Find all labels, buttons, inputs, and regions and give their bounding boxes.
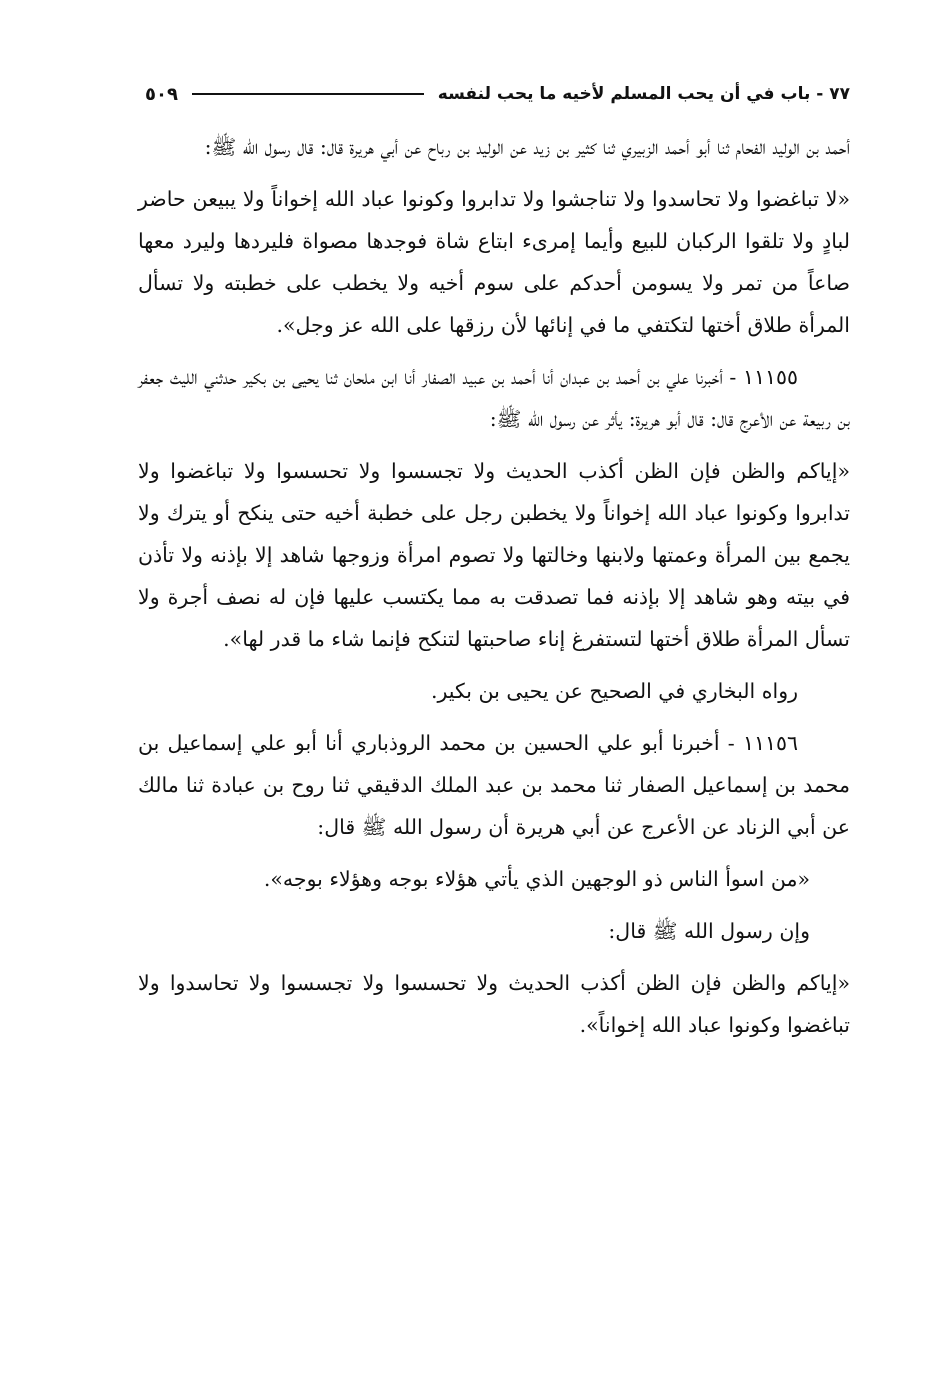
hadith-text: «لا تباغضوا ولا تحاسدوا ولا تناجشوا ولا تدابروا وكونوا عباد الله إخواناً ولا يبيعن حاضر لبادٍ ولا تلقوا الركبان للبيع وأيما إمرىء ابتاع شاة فوجدها مصواة فليردها وليرد معها صاعاً من تمر ولا يسومن أحدكم على سوم أخيه ولا يخطب على خطبته ولا تسأل المرأة طلاق أختها لتكتفي ما في إنائها لأن رزقها على الله عز وجل». <box>138 187 850 337</box>
hadith-text: «من اسوأ الناس ذو الوجهين الذي يأتي هؤلاء بوجه وهؤلاء بوجه». <box>263 867 810 891</box>
hadith-text: «إياكم والظن فإن الظن أكذب الحديث ولا تجسسوا ولا تحسسوا ولا تباغضوا ولا تدابروا وكونوا عباد الله إخواناً ولا يخطبن رجل على خطبة أخيه حتى ينكح أو يترك ولا يجمع بين المرأة وعمتها ولابنها وخالتها ولا تصوم امرأة وزوجها شاهد إلا بإذنه ولا تأذن في بيته وهو شاهد إلا بإذنه فما تصدقت به مما يكتسب عليها فإن له نصف أجرة ولا تسأل المرأة طلاق أختها لتستفرغ إناء صاحبتها لتنكح فإنما شاء ما قدر لها». <box>138 459 850 651</box>
hadith-text: «إياكم والظن فإن الظن أكذب الحديث ولا تحسسوا ولا تجسسوا ولا تحاسدوا ولا تباغضوا وكونوا عباد الله إخواناً». <box>138 971 850 1037</box>
isnad-paragraph: أحمد بن الوليد الفحام ثنا أبو أحمد الزبيري ثنا كثير بن زيد عن الوليد بن رباح عن أبي هريرة قال: قال رسول الله ﷺ: <box>204 135 850 159</box>
page-number: ٥٠٩ <box>145 83 178 105</box>
chapter-title: ٧٧ - باب في أن يحب المسلم لأخيه ما يحب لنفسه <box>437 84 850 104</box>
page-header <box>145 74 850 114</box>
narration-note: رواه البخاري في الصحيح عن يحيى بن بكير. <box>430 679 798 703</box>
page-body <box>138 126 850 1056</box>
narration-note: وإن رسول الله ﷺ قال: <box>608 919 810 943</box>
hadith-entry-11156: ١١١٥٦ - أخبرنا أبو علي الحسين بن محمد الروذباري أنا أبو علي إسماعيل بن محمد بن إسماعيل الصفار ثنا محمد بن عبد الملك الدقيقي ثنا روح بن عبادة ثنا مالك عن أبي الزناد عن الأعرج عن أبي هريرة أن رسول الله ﷺ قال: <box>138 731 850 839</box>
hadith-entry-11155: ١١١٥٥ - أخبرنا علي بن أحمد بن عبدان أنا أحمد بن عبيد الصفار أنا ابن ملحان ثنا يحيى بن بكير حدثني الليث جعفر بن ربيعة عن الأعرج قال: قال أبو هريرة: يأثر عن رسول الله ﷺ: <box>138 365 850 431</box>
header-rule <box>192 93 424 95</box>
